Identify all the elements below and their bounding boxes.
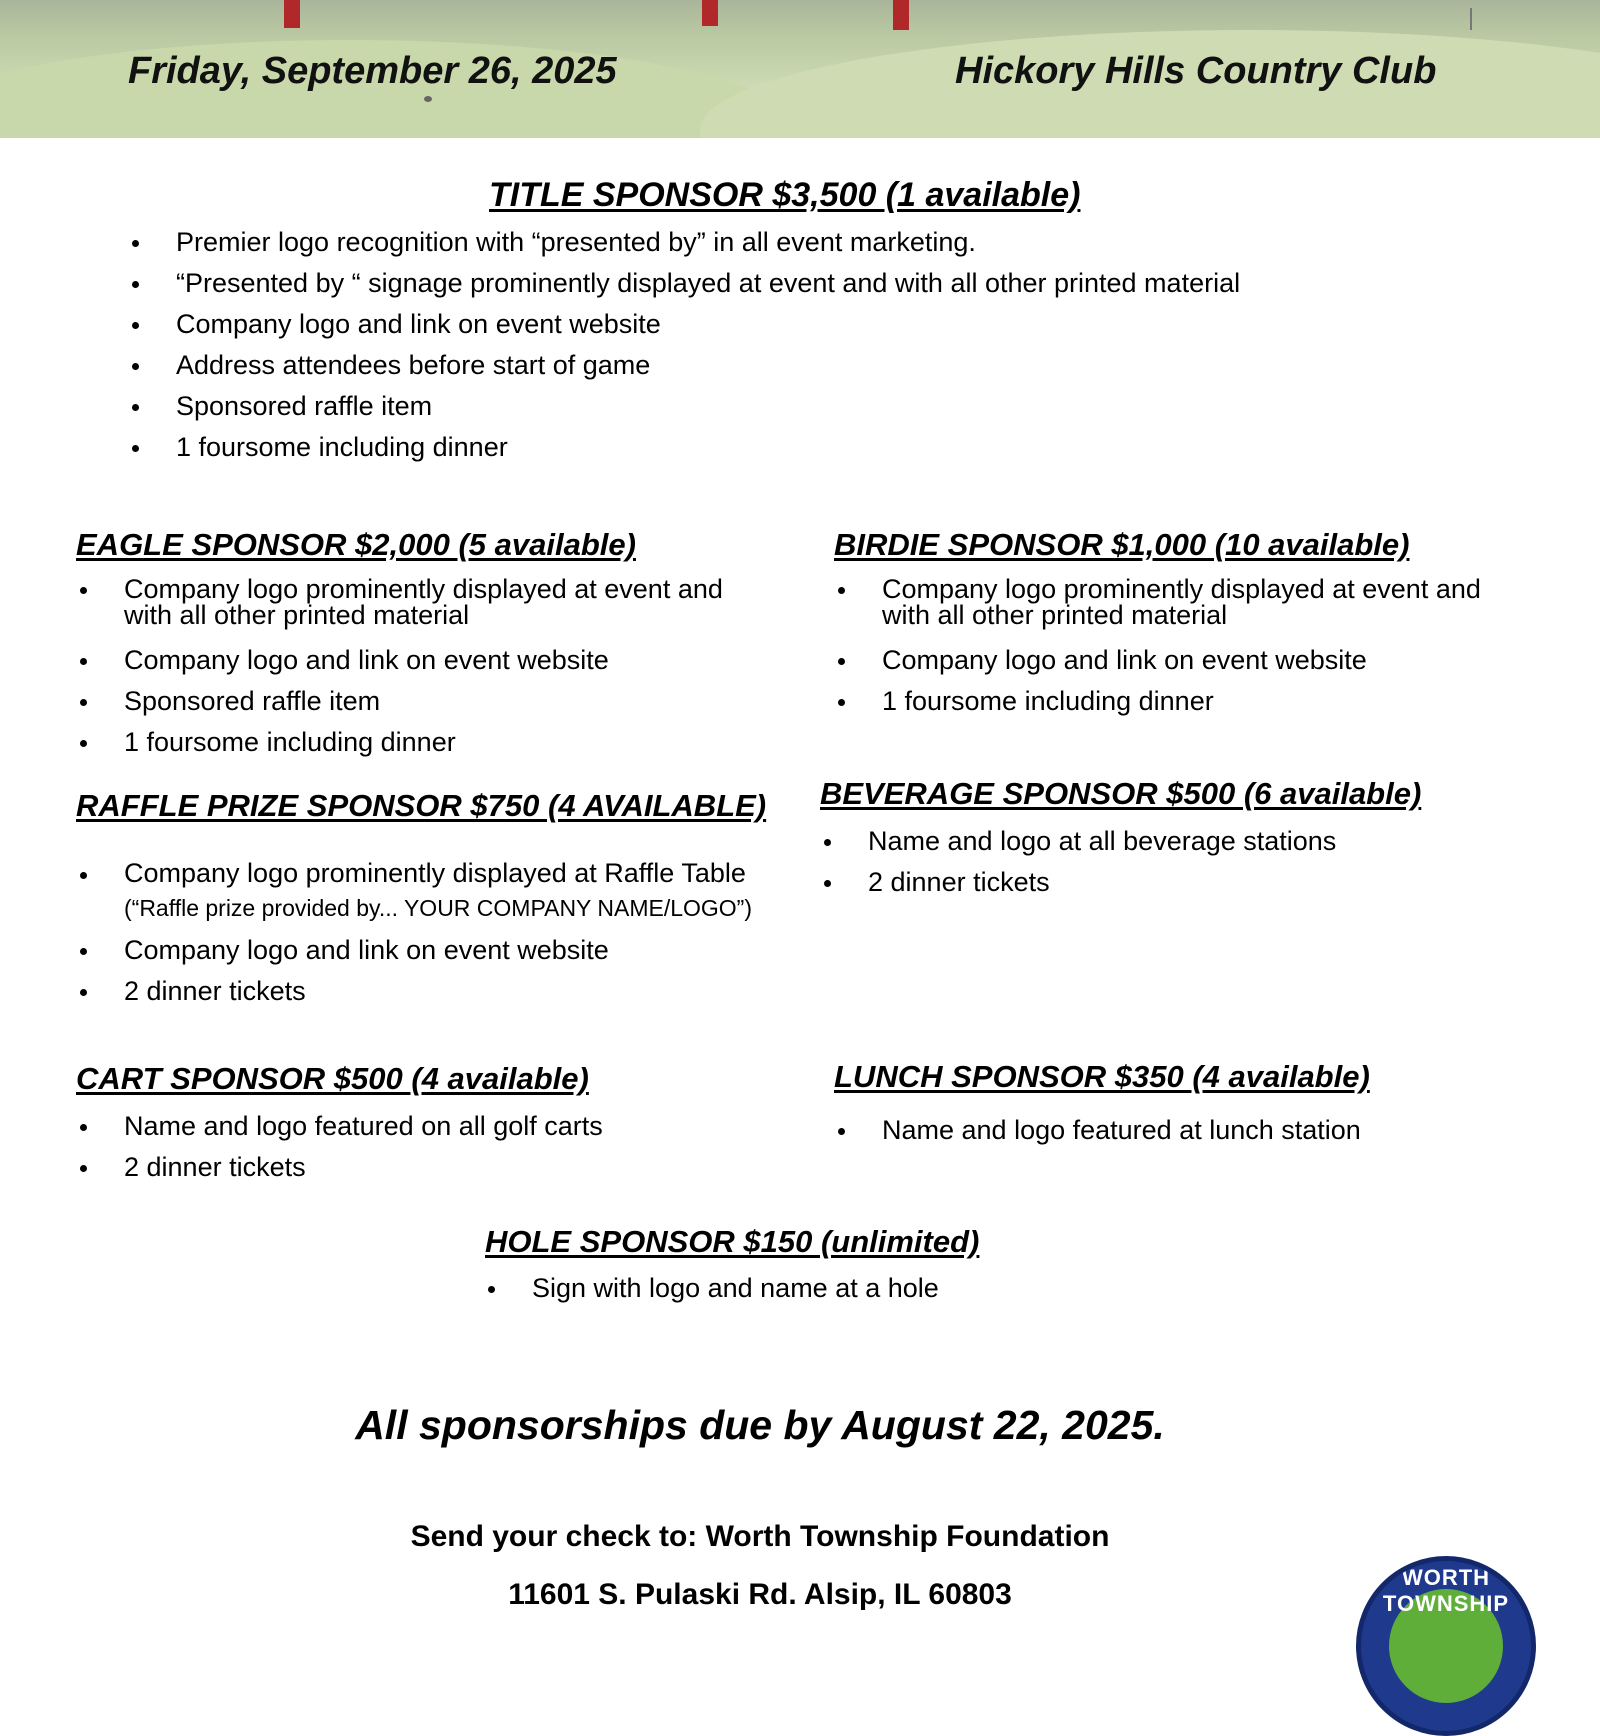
list-item: Premier logo recognition with “presented by” in all event marketing. (128, 222, 1240, 263)
sponsorship-deadline: All sponsorships due by August 22, 2025. (355, 1402, 1165, 1448)
title-sponsor-list (128, 222, 1240, 468)
cart-sponsor-list (76, 1106, 776, 1188)
list-item: 2 dinner tickets (820, 862, 1520, 903)
eagle-sponsor-list (76, 574, 776, 763)
list-item: 2 dinner tickets (76, 971, 776, 1012)
list-item: Company logo prominently displayed at event and with all other printed material (76, 574, 776, 640)
flag-icon (1470, 8, 1472, 30)
birdie-sponsor-heading: BIRDIE SPONSOR $1,000 (10 available) (834, 527, 1410, 562)
red-post (284, 0, 300, 28)
lunch-sponsor-heading: LUNCH SPONSOR $350 (4 available) (834, 1059, 1370, 1094)
lunch-sponsor-list (834, 1110, 1534, 1151)
list-item: Name and logo at all beverage stations (820, 821, 1520, 862)
raffle-sponsor-heading: RAFFLE PRIZE SPONSOR $750 (4 AVAILABLE) (76, 788, 767, 823)
list-item: Address attendees before start of game (128, 345, 1240, 386)
township-seal-logo (1356, 1556, 1536, 1736)
list-item: 2 dinner tickets (76, 1147, 776, 1188)
birdie-sponsor-list (834, 574, 1534, 722)
event-date: Friday, September 26, 2025 (128, 50, 617, 92)
list-item: 1 foursome including dinner (76, 722, 776, 763)
list-item: Company logo and link on event website (76, 930, 776, 971)
raffle-item-note: (“Raffle prize provided by... YOUR COMPANY NAME/LOGO”) (124, 895, 752, 921)
raffle-sponsor-list (76, 856, 776, 1012)
red-post (893, 0, 909, 30)
eagle-sponsor-heading: EAGLE SPONSOR $2,000 (5 available) (76, 527, 636, 562)
list-item: 1 foursome including dinner (128, 427, 1240, 468)
header-banner (0, 0, 1600, 138)
beverage-sponsor-list (820, 821, 1520, 903)
raffle-item-text: Company logo prominently displayed at Raffle Table (124, 858, 746, 888)
list-item: Company logo and link on event website (76, 640, 776, 681)
hole-sponsor-heading: HOLE SPONSOR $150 (unlimited) (485, 1224, 980, 1259)
golf-ball-icon (424, 96, 432, 102)
list-item: Company logo and link on event website (128, 304, 1240, 345)
title-sponsor-heading: TITLE SPONSOR $3,500 (1 available) (489, 176, 1081, 214)
list-item: Company logo prominently displayed at event and with all other printed material (834, 574, 1534, 640)
list-item: Name and logo featured on all golf carts (76, 1106, 776, 1147)
beverage-sponsor-heading: BEVERAGE SPONSOR $500 (6 available) (820, 776, 1422, 811)
red-post (702, 0, 718, 26)
mailing-address: 11601 S. Pulaski Rd. Alsip, IL 60803 (508, 1578, 1012, 1611)
list-item: Company logo and link on event website (834, 640, 1534, 681)
list-item: “Presented by “ signage prominently displayed at event and with all other printed material (128, 263, 1240, 304)
list-item: Name and logo featured at lunch station (834, 1110, 1534, 1151)
event-venue: Hickory Hills Country Club (955, 50, 1437, 92)
seal-text: WORTH TOWNSHIP (1382, 1565, 1510, 1616)
hole-sponsor-list (484, 1268, 1184, 1309)
list-item: 1 foursome including dinner (834, 681, 1534, 722)
send-check-to: Send your check to: Worth Township Foundation (410, 1520, 1110, 1553)
list-item: Sponsored raffle item (76, 681, 776, 722)
cart-sponsor-heading: CART SPONSOR $500 (4 available) (76, 1061, 589, 1096)
list-item (76, 856, 776, 930)
list-item: Sponsored raffle item (128, 386, 1240, 427)
list-item: Sign with logo and name at a hole (484, 1268, 1184, 1309)
